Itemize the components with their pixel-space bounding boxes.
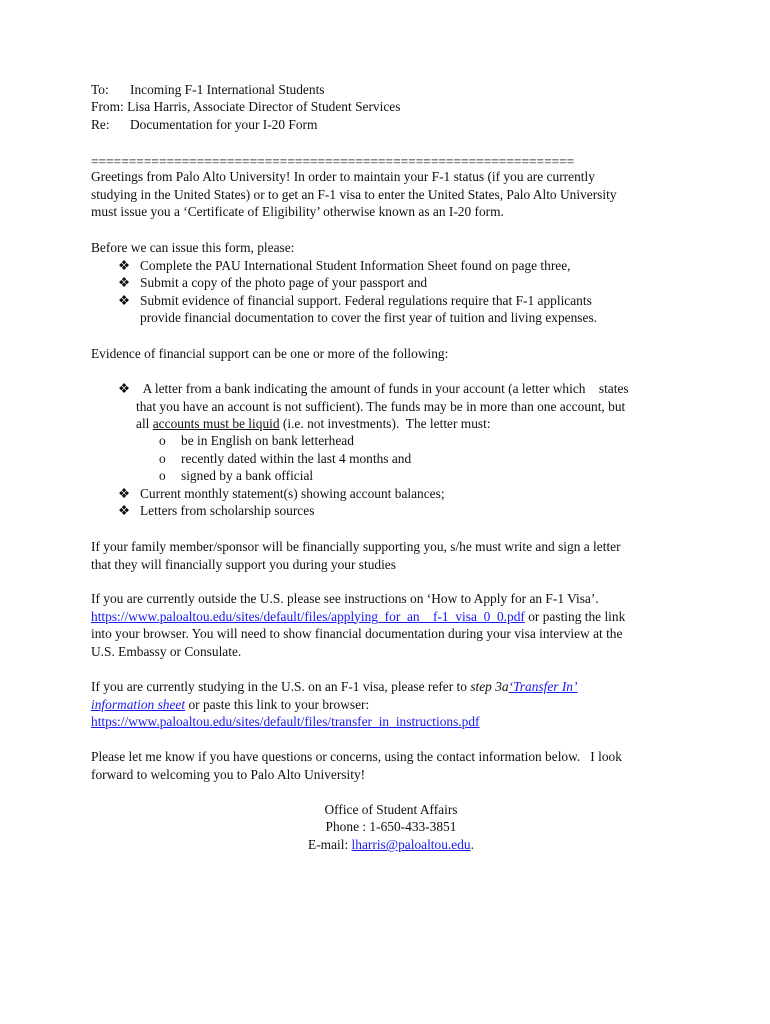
- diamond-bullet-icon: ❖: [118, 275, 131, 290]
- separator-line: ================================================================: [91, 154, 575, 169]
- memo-to: [91, 81, 325, 99]
- inside-link-line: [91, 713, 691, 731]
- diamond-bullet-icon: ❖: [118, 381, 131, 396]
- sponsor-paragraph: [91, 538, 691, 573]
- from-label: From:: [91, 99, 124, 114]
- text-span: or paste this link to your browser:: [185, 696, 370, 712]
- list-item-text: Complete the PAU International Student Information Sheet found on page three,: [140, 258, 571, 273]
- inside-line: [91, 696, 691, 714]
- list-item: [118, 502, 314, 520]
- diamond-bullet-icon: ❖: [118, 258, 131, 273]
- memo-re: [91, 116, 317, 134]
- list-item-text: Letters from scholarship sources: [140, 503, 315, 518]
- outside-us-paragraph: [91, 590, 691, 660]
- inside-us-paragraph: [91, 678, 691, 731]
- re-label: Re:: [91, 117, 110, 132]
- to-value: Incoming F-1 International Students: [130, 82, 325, 97]
- visa-instructions-link[interactable]: https://www.paloaltou.edu/sites/default/files/applying_for_an__f-1_visa_0_0.pdf: [91, 608, 525, 624]
- sub-list-item: [159, 467, 313, 485]
- list-item-continuation: that you have an account is not sufficient). The funds may be in more than one account, but: [136, 399, 626, 414]
- list-item: [118, 380, 629, 398]
- phone-number: Phone : 1-650-433-3851: [325, 819, 457, 834]
- underlined-text: accounts must be liquid: [152, 416, 280, 431]
- list-item: [118, 274, 427, 292]
- intro-line: must issue you a ‘Certificate of Eligibility’ otherwise known as an I-20 form.: [91, 204, 504, 219]
- circle-bullet-icon: o: [159, 451, 166, 466]
- intro-paragraph: [91, 168, 691, 221]
- evidence-heading: Evidence of financial support can be one or more of the following:: [91, 346, 449, 361]
- before-heading: Before we can issue this form, please:: [91, 240, 295, 255]
- closing-line: forward to welcoming you to Palo Alto University!: [91, 766, 366, 782]
- step-text: step 3a: [470, 679, 509, 694]
- email-link[interactable]: lharris@paloaltou.edu: [351, 837, 471, 852]
- sponsor-line: that they will financially support you during your studies: [91, 556, 396, 572]
- list-item-continuation: provide financial documentation to cover the first year of tuition and living expenses.: [140, 310, 598, 325]
- list-item-text: Submit a copy of the photo page of your passport and: [140, 275, 428, 290]
- diamond-bullet-icon: ❖: [118, 486, 131, 501]
- text-span: .: [470, 837, 474, 852]
- diamond-bullet-icon: ❖: [118, 503, 131, 518]
- text-span: all: [136, 416, 153, 431]
- closing-line: Please let me know if you have questions or concerns, using the contact information below. I look: [91, 749, 622, 764]
- list-item-continuation: [136, 415, 491, 433]
- closing-paragraph: [91, 748, 691, 783]
- outside-line: into your browser. You will need to show financial documentation during your visa interview at the: [91, 626, 623, 641]
- circle-bullet-icon: o: [159, 433, 166, 448]
- office-name: Office of Student Affairs: [324, 802, 458, 817]
- sub-item-text: be in English on bank letterhead: [181, 433, 354, 448]
- transfer-instructions-link[interactable]: https://www.paloaltou.edu/sites/default/files/transfer_in_instructions.pdf: [91, 714, 480, 729]
- list-item-text: A letter from a bank indicating the amount of funds in your account (a letter which states: [140, 381, 629, 396]
- from-value: Lisa Harris, Associate Director of Student Services: [127, 99, 401, 114]
- list-item-text: Submit evidence of financial support. Federal regulations require that F-1 applicants: [140, 293, 592, 308]
- list-item-text: Current monthly statement(s) showing account balances;: [140, 486, 445, 501]
- text-span: If you are currently studying in the U.S. on an F-1 visa, please refer to: [91, 679, 471, 694]
- text-span: or pasting the link: [524, 608, 626, 624]
- text-span: (i.e. not investments). The letter must:: [279, 416, 491, 431]
- list-item: [118, 292, 592, 310]
- outside-link-line: [91, 608, 691, 626]
- email-label: E-mail:: [308, 837, 352, 852]
- list-item: [118, 257, 571, 275]
- sub-list-item: [159, 432, 354, 450]
- sub-list-item: [159, 450, 411, 468]
- intro-line: studying in the United States) or to get an F-1 visa to enter the United States, Palo Alto University: [91, 186, 617, 202]
- re-value: Documentation for your I-20 Form: [130, 117, 318, 132]
- sub-item-text: recently dated within the last 4 months and: [181, 451, 412, 466]
- outside-line: If you are currently outside the U.S. please see instructions on ‘How to Apply for an F-1 Visa’.: [91, 591, 599, 606]
- transfer-in-link[interactable]: ‘Transfer In’: [508, 679, 578, 694]
- email-line: [91, 836, 691, 854]
- list-item: [118, 485, 445, 503]
- diamond-bullet-icon: ❖: [118, 293, 131, 308]
- outside-line: U.S. Embassy or Consulate.: [91, 643, 242, 659]
- sponsor-line: If your family member/sponsor will be financially supporting you, s/he must write and sign a letter: [91, 539, 621, 554]
- to-label: To:: [91, 82, 109, 97]
- sub-item-text: signed by a bank official: [181, 468, 314, 483]
- memo-from: [91, 98, 400, 116]
- circle-bullet-icon: o: [159, 468, 166, 483]
- information-sheet-link[interactable]: information sheet: [91, 696, 186, 712]
- intro-line: Greetings from Palo Alto University! In order to maintain your F-1 status (if you are currently: [91, 169, 595, 184]
- inside-line: [91, 678, 691, 696]
